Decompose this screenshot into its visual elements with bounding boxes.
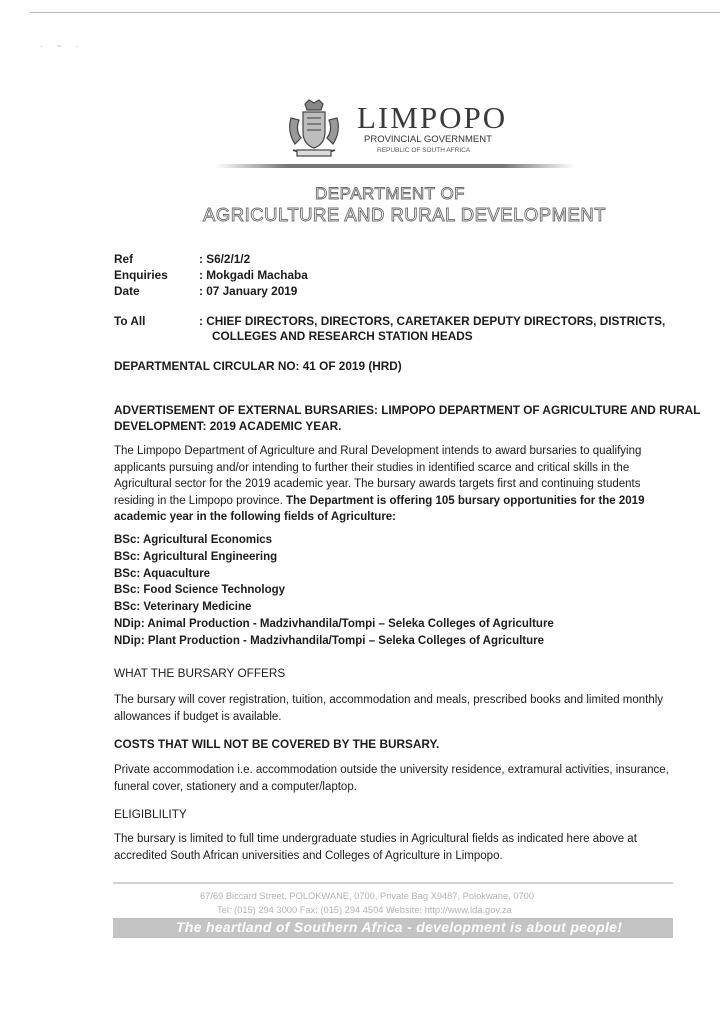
field-item: BSc: Agricultural Engineering bbox=[114, 550, 278, 563]
scan-edge-line bbox=[30, 12, 720, 13]
footer-contact: Tel: (015) 294 3000 Fax: (015) 294 4504 Website: http://www.lda.gov.za bbox=[217, 905, 512, 915]
offers-text: The bursary will cover registration, tuition, accommodation and meals, prescribed books and limited monthly allowances if budget is available. bbox=[114, 694, 664, 723]
intro-bold-text: The Department is offering 105 bursary opportunities for the 2019 academic year in the following fields of Agriculture: bbox=[114, 494, 645, 523]
intro-paragraph bbox=[114, 443, 674, 526]
field-item: BSc: Aquaculture bbox=[114, 567, 211, 580]
to-label: To All bbox=[114, 314, 146, 328]
intro-text: The Limpopo Department of Agriculture and Rural Development intends to award bursaries to qualifying applicants pursuing and/or intending to further their studies in identified scarce and critical skills in the Agricultural sector for the 2019 academic year. The bursary awards targets first and continuing students residing in the Limpopo province. bbox=[114, 445, 642, 507]
footer-slogan: The heartland of Southern Africa - development is about people! bbox=[176, 919, 623, 935]
org-country: REPUBLIC OF SOUTH AFRICA bbox=[377, 147, 471, 154]
eligibility-text: The bursary is limited to full time undergraduate studies in Agricultural fields as indicated here above at accredited South African universities and Colleges of Agriculture in Limpopo. bbox=[114, 833, 637, 862]
offers-heading: WHAT THE BURSARY OFFERS bbox=[114, 666, 286, 680]
circular-number: DEPARTMENTAL CIRCULAR NO: 41 OF 2019 (HRD) bbox=[114, 359, 402, 373]
advert-title-line1: ADVERTISEMENT OF EXTERNAL BURSARIES: LIMPOPO DEPARTMENT OF AGRICULTURE AND RURAL bbox=[114, 403, 701, 417]
department-title-line2: AGRICULTURE AND RURAL DEVELOPMENT bbox=[203, 204, 607, 225]
costs-heading: COSTS THAT WILL NOT BE COVERED BY THE BURSARY. bbox=[114, 737, 440, 751]
header-divider bbox=[215, 164, 575, 168]
department-title-line1: DEPARTMENT OF bbox=[315, 184, 466, 203]
ref-label: Ref bbox=[114, 252, 134, 266]
date-label: Date bbox=[114, 284, 140, 298]
scan-marks: · ~ · bbox=[40, 42, 85, 51]
advert-title-line2: DEVELOPMENT: 2019 ACADEMIC YEAR. bbox=[114, 419, 342, 433]
org-name: LIMPOPO bbox=[357, 100, 508, 135]
to-recipients-line1: : CHIEF DIRECTORS, DIRECTORS, CARETAKER DEPUTY DIRECTORS, DISTRICTS, bbox=[199, 314, 666, 328]
field-item: BSc: Food Science Technology bbox=[114, 584, 286, 597]
footer-address: 67/69 Biccard Street, POLOKWANE, 0700, Private Bag X9487, Polokwane, 0700 bbox=[200, 891, 535, 901]
field-item: BSc: Veterinary Medicine bbox=[114, 601, 252, 614]
fields-list bbox=[114, 532, 554, 650]
costs-text: Private accommodation i.e. accommodation outside the university residence, extramural activities, insurance, funeral cover, stationery and a computer/laptop. bbox=[114, 764, 669, 793]
org-subtitle: PROVINCIAL GOVERNMENT bbox=[364, 134, 492, 145]
ref-value: : S6/2/1/2 bbox=[199, 252, 251, 266]
eligibility-heading: ELIGIBLILITY bbox=[114, 807, 187, 821]
field-item: BSc: Agricultural Economics bbox=[114, 534, 273, 546]
field-item: NDip: Animal Production - Madzivhandila/Tompi – Seleka Colleges of Agriculture bbox=[114, 617, 554, 630]
field-item: NDip: Plant Production - Madzivhandila/Tompi – Seleka Colleges of Agriculture bbox=[114, 634, 545, 647]
to-recipients-line2: COLLEGES AND RESEARCH STATION HEADS bbox=[212, 329, 473, 343]
date-value: : 07 January 2019 bbox=[199, 284, 298, 298]
footer-divider bbox=[113, 882, 673, 884]
coat-of-arms-icon bbox=[283, 98, 345, 160]
enquiries-value: : Mokgadi Machaba bbox=[199, 268, 308, 282]
enquiries-label: Enquiries bbox=[114, 268, 168, 282]
